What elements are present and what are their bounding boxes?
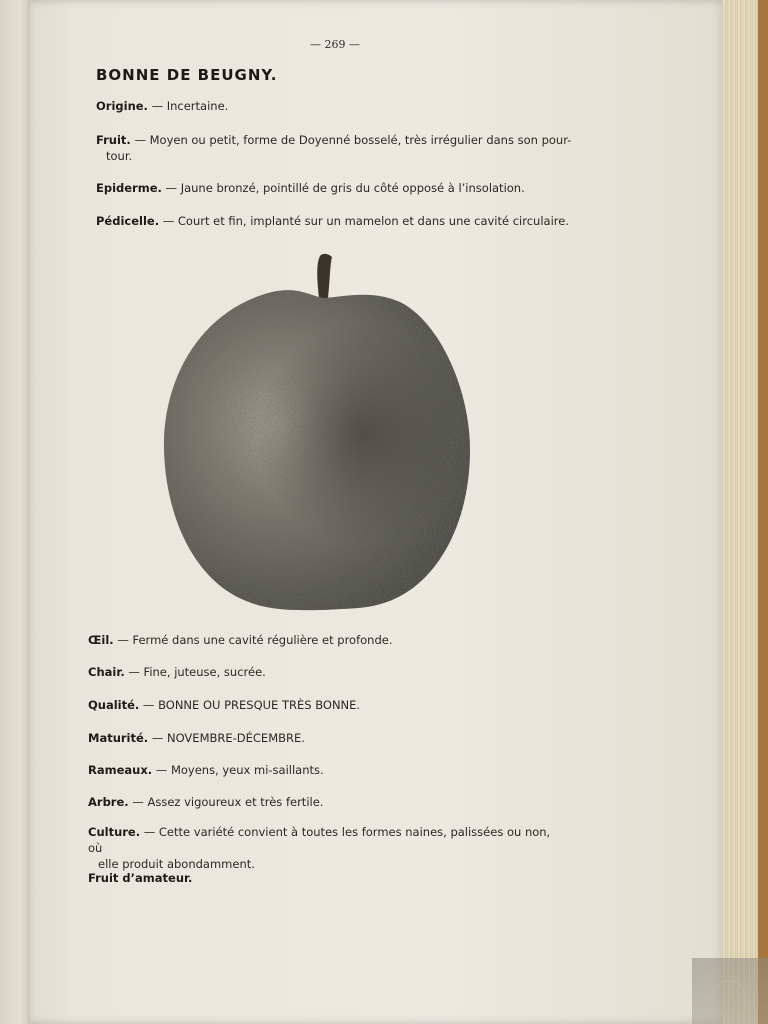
entry-term: Pédicelle.: [96, 214, 160, 228]
page-number: — 269 —: [310, 38, 360, 51]
entry-fruit: [96, 132, 576, 164]
entry-text: — Incertaine.: [147, 99, 229, 113]
entry-text: — Assez vigoureux et très fertile.: [128, 795, 324, 809]
entry-text: — Fine, juteuse, sucrée.: [124, 665, 266, 679]
entry-term: Œil.: [88, 633, 114, 647]
entry-chair: [88, 664, 568, 680]
entry-text: — Moyens, yeux mi-saillants.: [152, 763, 324, 777]
entry-maturite: [88, 730, 568, 746]
left-page-edge: [0, 0, 30, 1024]
entry-term: Fruit d’amateur.: [88, 871, 193, 885]
entry-fruit-amateur: [88, 870, 568, 886]
entry-text: — NOVEMBRE-DÉCEMBRE.: [148, 731, 305, 745]
entry-term: Culture.: [88, 825, 141, 839]
entry-origine: [96, 98, 576, 114]
entry-qualite: [88, 697, 568, 713]
entry-term: Fruit.: [96, 133, 131, 147]
entry-continuation: tour.: [106, 149, 133, 163]
entry-oeil: [88, 632, 568, 648]
entry-term: Epiderme.: [96, 181, 162, 195]
entry-text: — Jaune bronzé, pointillé de gris du côté opposé à l’insolation.: [161, 181, 525, 195]
entry-term: Arbre.: [88, 795, 129, 809]
entry-continuation: elle produit abondamment.: [98, 857, 255, 871]
page-title: BONNE DE BEUGNY.: [96, 66, 278, 84]
pear-stem: [317, 254, 332, 298]
entry-culture: [88, 824, 568, 872]
entry-text: — Fermé dans une cavité régulière et profonde.: [113, 633, 393, 647]
entry-text: — BONNE OU PRESQUE TRÈS BONNE.: [139, 698, 361, 712]
entry-text: — Moyen ou petit, forme de Doyenné bosselé, très irrégulier dans son pour-: [130, 133, 572, 147]
entry-rameaux: [88, 762, 568, 778]
pear-illustration: [160, 250, 480, 615]
entry-arbre: [88, 794, 568, 810]
entry-text: — Cette variété convient à toutes les formes naines, palissées ou non, où: [88, 825, 551, 855]
entry-term: Qualité.: [88, 698, 140, 712]
entry-term: Chair.: [88, 665, 125, 679]
watermark-icon: [712, 980, 746, 1014]
entry-text: — Court et fin, implanté sur un mamelon et dans une cavité circulaire.: [159, 214, 569, 228]
entry-epiderme: [96, 180, 576, 196]
entry-term: Maturité.: [88, 731, 149, 745]
entry-term: Origine.: [96, 99, 148, 113]
entry-pedicelle: [96, 213, 576, 229]
entry-term: Rameaux.: [88, 763, 153, 777]
